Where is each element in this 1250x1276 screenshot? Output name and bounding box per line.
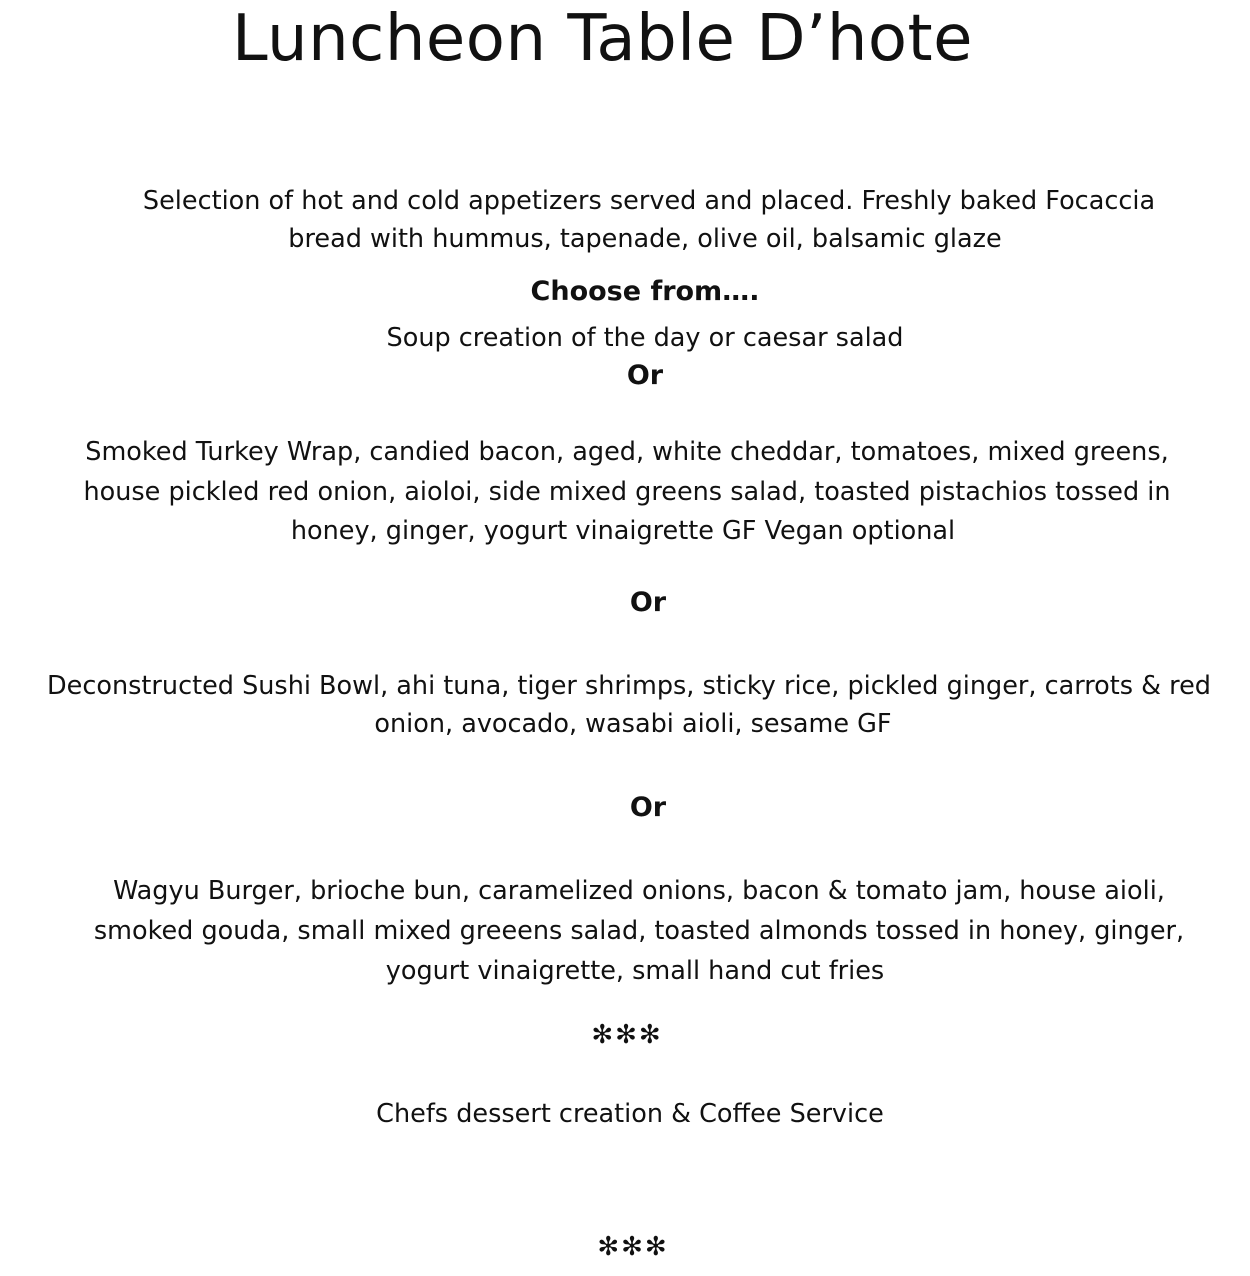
divider-ornament-1: ✻✻✻ xyxy=(591,1020,663,1050)
soup-option: Soup creation of the day or caesar salad xyxy=(386,323,904,353)
wagyu-burger-line-2: smoked gouda, small mixed greeens salad, toasted almonds tossed in honey, ginger, xyxy=(93,916,1185,946)
wagyu-burger-line-3: yogurt vinaigrette, small hand cut fries xyxy=(385,956,885,986)
turkey-wrap-line-2: house pickled red onion, aioloi, side mixed greens salad, toasted pistachios tossed in xyxy=(83,477,1171,507)
menu-title: Luncheon Table D’hote xyxy=(232,2,973,76)
appetizers-line-2: bread with hummus, tapenade, olive oil, balsamic glaze xyxy=(288,224,1002,254)
or-separator-3: Or xyxy=(629,792,667,823)
divider-ornament-2: ✻✻✻ xyxy=(597,1232,669,1262)
wagyu-burger-line-1: Wagyu Burger, brioche bun, caramelized onions, bacon & tomato jam, house aioli, xyxy=(113,876,1165,906)
or-separator-2: Or xyxy=(629,587,667,618)
turkey-wrap-line-1: Smoked Turkey Wrap, candied bacon, aged, white cheddar, tomatoes, mixed greens, xyxy=(85,437,1169,467)
sushi-bowl-line-2: onion, avocado, wasabi aioli, sesame GF xyxy=(374,709,892,739)
turkey-wrap-line-3: honey, ginger, yogurt vinaigrette GF Vegan optional xyxy=(290,516,956,546)
dessert-line: Chefs dessert creation & Coffee Service xyxy=(376,1099,884,1129)
appetizers-line-1: Selection of hot and cold appetizers served and placed. Freshly baked Focaccia xyxy=(142,186,1156,216)
sushi-bowl-line-1: Deconstructed Sushi Bowl, ahi tuna, tiger shrimps, sticky rice, pickled ginger, carrots & red xyxy=(47,671,1211,701)
or-separator-1: Or xyxy=(626,360,664,391)
choose-heading: Choose from…. xyxy=(530,276,760,307)
